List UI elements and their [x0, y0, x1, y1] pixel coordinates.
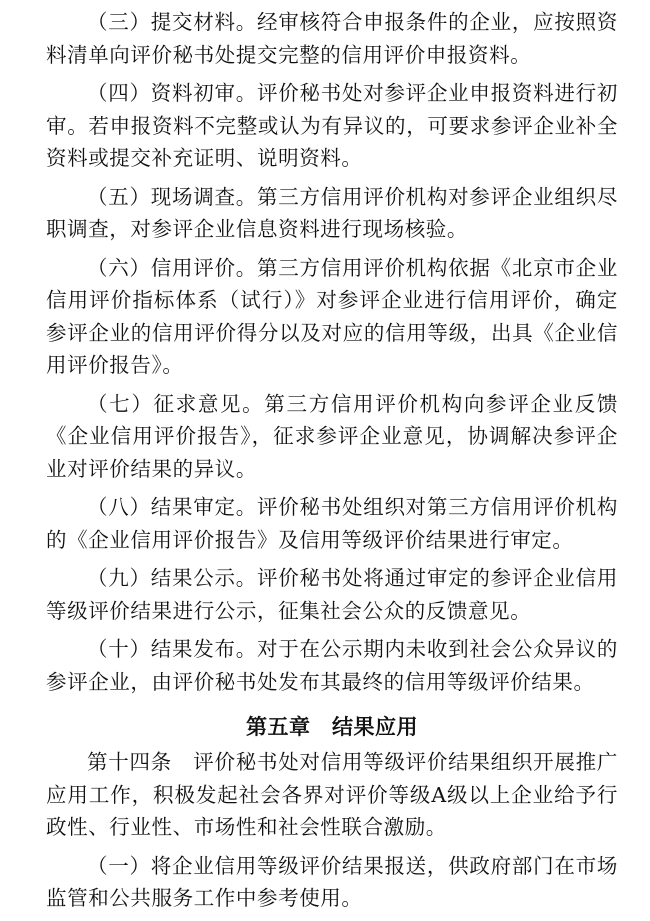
paragraph-preliminary-review: （四）资料初审。评价秘书处对参评企业申报资料进行初审。若申报资料不完整或认为有异议的，可要求参评企业补全资料或提交补充证明、说明资料。: [46, 81, 618, 170]
paragraph-site-investigation: （五）现场调查。第三方信用评价机构对参评企业组织尽职调查，对参评企业信息资料进行现场核验。: [46, 184, 618, 241]
document-page: [46, 6, 618, 921]
paragraph-result-release: （十）结果发布。对于在公示期内未收到社会公众异议的参评企业，由评价秘书处发布其最终的信用等级评价结果。: [46, 637, 618, 694]
paragraph-article-14: 第十四条 评价秘书处对信用等级评价结果组织开展推广应用工作，积极发起社会各界对评价等级A级以上企业给予行政性、行业性、市场性和社会性联合激励。: [46, 750, 618, 839]
paragraph-report-results: （一）将企业信用等级评价结果报送，供政府部门在市场监管和公共服务工作中参考使用。: [46, 853, 618, 910]
paragraph-result-approval: （八）结果审定。评价秘书处组织对第三方信用评价机构的《企业信用评价报告》及信用等级评价结果进行审定。: [46, 495, 618, 552]
paragraph-submit-materials: （三）提交材料。经审核符合申报条件的企业，应按照资料清单向评价秘书处提交完整的信用评价申报资料。: [46, 10, 618, 67]
chapter-title: 第五章 结果应用: [246, 715, 418, 739]
paragraph-credit-evaluation: （六）信用评价。第三方信用评价机构依据《北京市企业信用评价指标体系（试行）》对参评企业进行信用评价，确定参评企业的信用评价得分以及对应的信用等级，出具《企业信用评价报告》。: [46, 255, 618, 377]
paragraph-solicit-opinions: （七）征求意见。第三方信用评价机构向参评企业反馈《企业信用评价报告》，征求参评企业意见，协调解决参评企业对评价结果的异议。: [46, 391, 618, 481]
paragraph-result-publicity: （九）结果公示。评价秘书处将通过审定的参评企业信用等级评价结果进行公示，征集社会公众的反馈意见。: [46, 566, 618, 623]
